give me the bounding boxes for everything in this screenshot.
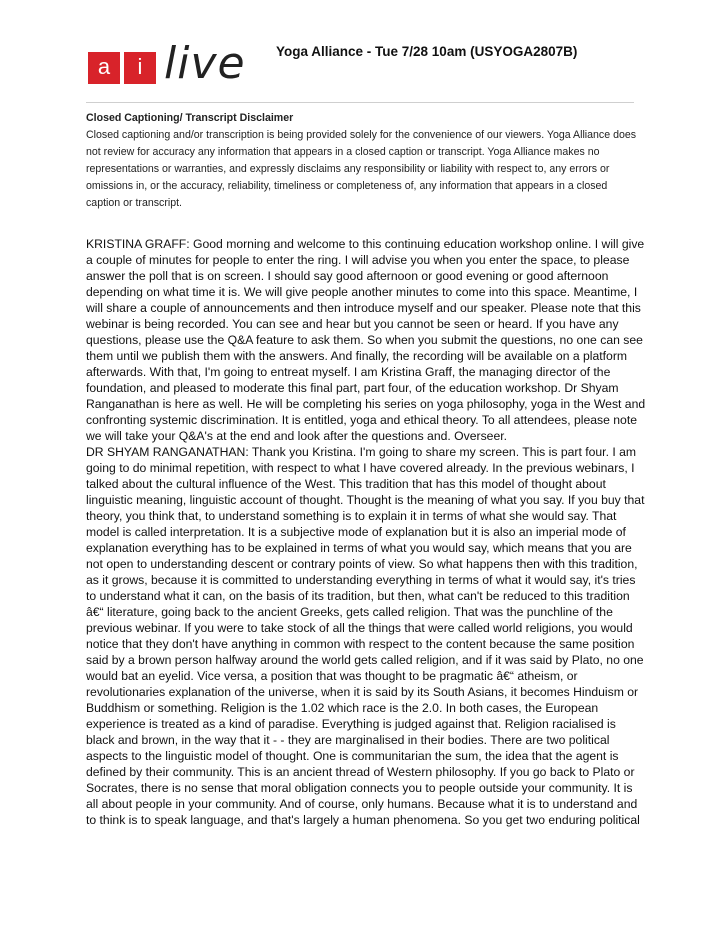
disclaimer-body: Closed captioning and/or transcription is being provided solely for the convenience of our viewers. Yoga Alliance does not review for accuracy any information that appears in a closed caption or transcript. Yoga Alliance makes no representations or warranties, and expressly disclaims any responsibility or liability with respect to, any errors or omissions in, or the accuracy, reliability, timeliness or completeness of, any information that appears in a closed caption or transcript. [86, 129, 637, 209]
header-divider [86, 102, 634, 103]
page-title: Yoga Alliance - Tue 7/28 10am (USYOGA2807B) [276, 44, 578, 59]
transcript-paragraph-kristina: KRISTINA GRAFF: Good morning and welcome to this continuing education workshop online. I will give a couple of minutes for people to enter the ring. I will advise you when you enter the space, to please answer the poll that is on screen. I should say good afternoon or good evening or good afternoon depending on what time it is. We will give people another minutes to come into this space. Meantime, I will share a couple of announcements and then introduce myself and our speaker. Please note that this webinar is being recorded. You can see and hear but you cannot be seen or heard. If you have any questions, please use the Q&A feature to ask them. So when you submit the questions, no one can see them until we publish them with the answers. And finally, the recording will be available on a platform afterwards. With that, I'm going to entreat myself. I am Kristina Graff, the managing director of the foundation, and pleased to moderate this final part, part four, of the education workshop. Dr Shyam Ranganathan is here as well. He will be completing his series on yoga philosophy, yoga in the West and confronting systemic discrimination. It is entitled, yoga and ethical theory. To all attendees, please note we will take your Q&A's at the end and look after the questions and. Overseer. [86, 237, 646, 443]
disclaimer-section [86, 110, 642, 212]
logo-letter-a: a [88, 52, 120, 84]
transcript-body [86, 236, 646, 828]
logo-word-live: live [164, 38, 246, 89]
transcript-paragraph-shyam: DR SHYAM RANGANATHAN: Thank you Kristina. I'm going to share my screen. This is part four. I am going to do minimal repetition, with respect to what I have covered already. In the previous webinars, I talked about the cultural influence of the West. This tradition that has this model of thought about linguistic meaning, linguistic account of thought. Thought is the meaning of what you say. If you buy that theory, you think that, to understand something is to explain it in terms of what she would say. That model is called interpretation. It is a subjective mode of explanation but it is also an imperial mode of explanation everything has to be explained in terms of what you would say, which means that you are not open to understanding descent or contrary points of view. So what happens then with this tradition, as it grows, because it is committed to understanding everything in terms of what it would say, it's tries to understand what it can, on the basis of its tradition, but then, what can't be reduced to this tradition â€“ literature, going back to the ancient Greeks, gets called religion. That was the punchline of the previous webinar. If you were to take stock of all the things that were called world religions, you would notice that they don't have anything in common with respect to the content because the same position said by a brown person halfway around the world gets called religion, and if it was said by Plato, no one would bat an eyelid. Vice versa, a position that was thought to be pragmatic â€“ atheism, or revolutionaries explanation of the universe, when it is said by its South Asians, it becomes Hinduism or Buddhism or something. Religion is the 1.02 which race is the 2.0. In both cases, the European experience is treated as a kind of paradise. Everything is judged against that. Religion racialised is black and brown, in the way that it - - they are marginalised in their bodies. There are two political aspects to the linguistic model of thought. One is communitarian the sum, the idea that the agent is defined by their community. This is an ancient thread of Western philosophy. If you go back to Plato or Socrates, there is no sense that moral obligation connects you to people outside your community. It is all about people in your community. And of course, only humans. Because what it is to understand and to think is to speak language, and that's largely a human phenomena. So you get two enduring political [86, 445, 645, 827]
disclaimer-heading: Closed Captioning/ Transcript Disclaimer [86, 112, 294, 124]
ai-live-logo [88, 38, 248, 90]
logo-letter-i: i [124, 52, 156, 84]
